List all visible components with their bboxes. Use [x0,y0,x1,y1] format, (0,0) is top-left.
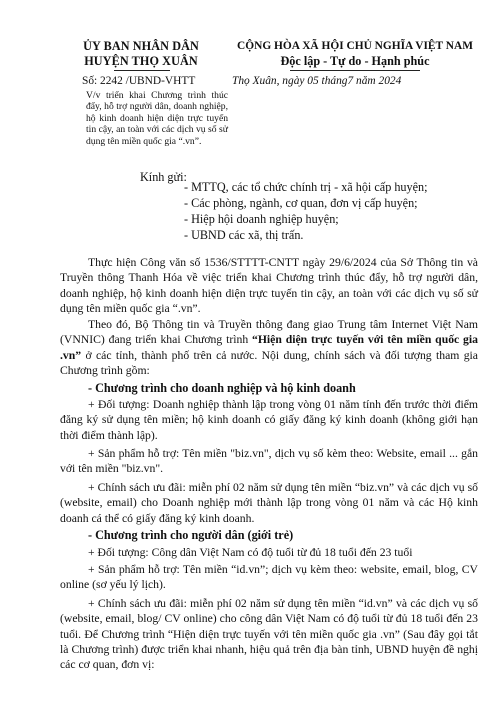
country-name: CỘNG HÒA XÃ HỘI CHỦ NGHĨA VIỆT NAM [237,40,473,52]
section-2-product-text: + Sản phẩm hỗ trợ: Tên miền “id.vn”; dịch vụ kèm theo: website, email, blog, CV online (sơ yếu lý lịch). [60,563,478,592]
recipient-item: - Các phòng, ngành, cơ quan, đơn vị cấp huyện; [184,196,418,210]
paragraph-1 [60,255,478,316]
section-2-target [60,545,478,560]
section-1-policy-text: + Chính sách ưu đãi: miễn phí 02 năm sử dụng tên miền “biz.vn” và các dịch vụ số (website, email) cho Doanh nghiệp mới thành lập trong vòng 01 năm và các Hộ kinh doanh cá thể có giấy đăng ký kinh doanh. [60,481,478,525]
document-summary: V/v triển khai Chương trình thúc đẩy, hỗ trợ người dân, doanh nghiệp, hộ kinh doanh hiện diện trực tuyến tin cậy, an toàn với các dịch vụ số sử dụng tên miền quốc gia “.vn”. [86,90,228,147]
national-header [224,39,486,69]
greeting: Kính gửi: [140,170,187,184]
paragraph-2-lead: Theo đó, Bộ Thông tin và Truyền thông đang giao Trung tâm Internet Việt Nam (VNNIC) đang triển khai Chương trình [60,318,478,347]
agency-line-1: ỦY BAN NHÂN DÂN [83,39,199,53]
program-name: “Hiện diện trực tuyến với tên miền quốc gia .vn” [60,333,478,362]
section-1-target-text: + Đối tượng: Doanh nghiệp thành lập trong vòng 01 năm tính đến trước thời điểm đăng ký sử dụng tên miền; hộ kinh doanh có giấy đăng ký kinh doanh (không giới hạn thời điểm thành lập). [60,398,478,442]
section-1-title: - Chương trình cho doanh nghiệp và hộ kinh doanh [88,381,356,395]
section-1-product [60,446,478,477]
document-number: Số: 2242 /UBND-VHTT [82,75,196,87]
issuing-agency [62,39,220,69]
section-2-policy-text: + Chính sách ưu đãi: miễn phí 02 năm sử dụng tên miền “id.vn” và các dịch vụ số (website, email, blog/ CV online) cho công dân Việt Nam có độ tuổi từ đủ 18 tuổi đến 23 tuổi. Để Chương trình “Hiện diện trực tuyến với tên miền quốc gia .vn” (Sau đây gọi tắt là Chương trình) được triển khai nhanh, hiệu quả trên địa bàn tỉnh, UBND huyện đề nghị các cơ quan, đơn vị: [60,597,478,672]
section-1-target [60,397,478,443]
recipient-item: - MTTQ, các tổ chức chính trị - xã hội cấp huyện; [184,180,428,194]
section-2-policy [60,596,478,672]
section-1-policy [60,480,478,526]
section-1-product-text: + Sản phẩm hỗ trợ: Tên miền "biz.vn", dịch vụ số kèm theo: Website, email ... gắn với tên miền "biz.vn". [60,447,478,476]
agency-line-2: HUYỆN THỌ XUÂN [84,54,198,68]
national-motto: Độc lập - Tự do - Hạnh phúc [280,54,430,68]
paragraph-1-text: Thực hiện Công văn số 1536/STTTT-CNTT ngày 29/6/2024 của Sở Thông tin và Truyền thông Thanh Hóa về việc triển khai Chương trình thúc đẩy, hỗ trợ người dân, doanh nghiệp, hộ kinh doanh hiện diện trực tuyến tin cậy, an toàn với các dịch vụ số sử dụng tên miền quốc gia “.vn”. [60,256,478,315]
paragraph-2-tail: ở các tỉnh, thành phố trên cả nước. Nội dung, chính sách và đối tượng tham gia Chương trình gồm: [60,348,478,377]
section-2-target-text: + Đối tượng: Công dân Việt Nam có độ tuổi từ đủ 18 tuổi đến 23 tuổi [88,546,413,559]
section-2-title: - Chương trình cho người dân (giới trẻ) [88,528,294,542]
recipient-item: - Hiệp hội doanh nghiệp huyện; [184,212,339,226]
document-date: Thọ Xuân, ngày 05 tháng7 năm 2024 [232,75,402,87]
recipient-item: - UBND các xã, thị trấn. [184,228,304,242]
motto-underline [290,70,420,71]
section-2-product [60,562,478,593]
paragraph-2 [60,317,478,378]
agency-underline [114,70,170,71]
